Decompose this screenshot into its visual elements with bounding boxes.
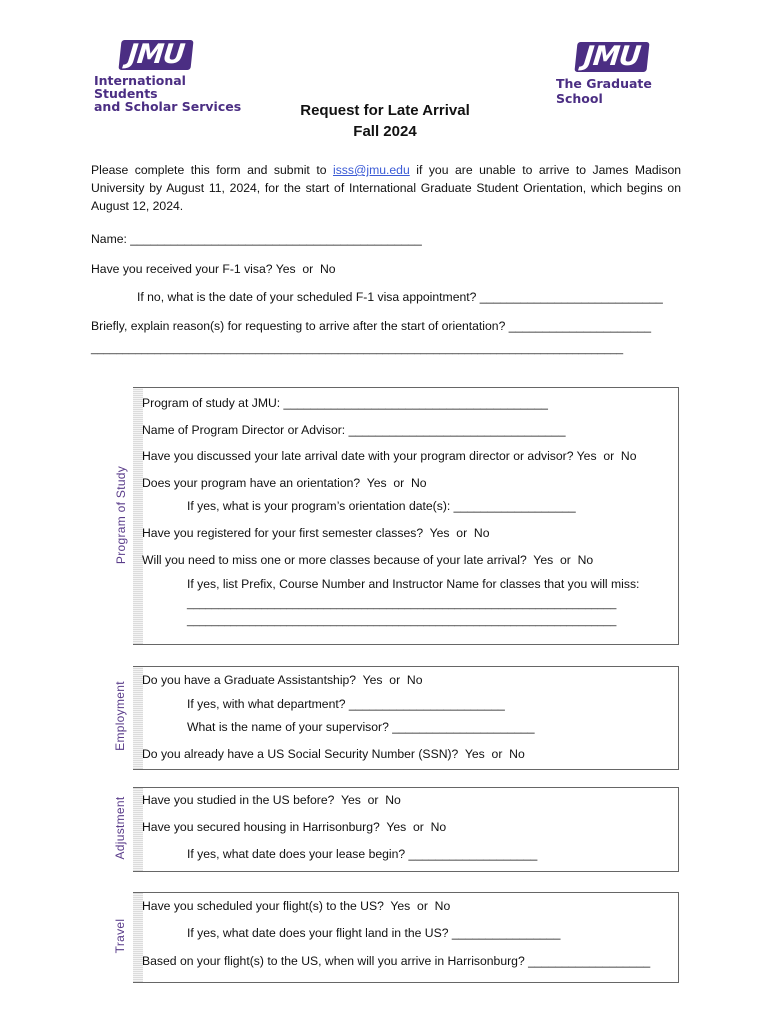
harrisonburg-arrival-field[interactable]: Based on your flight(s) to the US, when will you arrive in Harrisonburg? __________________ [142,954,651,968]
jmu-wordmark-right: JMU [574,42,649,72]
lease-date-field[interactable]: If yes, what date does your lease begin? ___________________ [187,847,538,861]
missed-classes-line-1[interactable]: _____________________________________________________________________ [187,598,617,610]
travel-label: Travel [113,918,127,954]
ssn-question[interactable]: Do you already have a US Social Security Number (SSN)? Yes or No [142,747,525,761]
program-orientation-question[interactable]: Does your program have an orientation? Yes or No [142,476,427,490]
assistantship-department-field[interactable]: If yes, with what department? _______________________ [187,697,505,711]
supervisor-name-field[interactable]: What is the name of your supervisor? _____________________ [187,720,535,734]
reasons-line[interactable]: ____________________________________________________________________________________ [91,343,624,355]
adjustment-label: Adjustment [113,796,127,860]
name-field[interactable]: Name: ___________________________________________ [91,232,422,246]
miss-classes-question[interactable]: Will you need to miss one or more classes because of your late arrival? Yes or No [142,553,594,567]
jmu-wordmark-left: JMU [118,40,193,70]
program-director-field[interactable]: Name of Program Director or Advisor: ________________________________ [142,423,566,437]
flight-land-date-field[interactable]: If yes, what date does your flight land in the US? ________________ [187,926,561,940]
discussed-late-arrival-question[interactable]: Have you discussed your late arrival date with your program director or advisor? Yes or No [142,449,637,463]
program-of-study-field[interactable]: Program of study at JMU: _______________________________________ [142,396,548,410]
graduate-school-logo-text: The Graduate School [556,76,652,106]
missed-classes-instructions: If yes, list Prefix, Course Number and Instructor Name for classes that you will miss: [187,577,640,591]
housing-question[interactable]: Have you secured housing in Harrisonburg? Yes or No [142,820,447,834]
orientation-date-field[interactable]: If yes, what is your program’s orientation date(s): __________________ [187,499,576,513]
intro-text-start: Please complete this form and submit to [91,163,333,177]
isss-logo-line1: International Students [94,73,186,101]
form-term: Fall 2024 [353,123,417,140]
visa-question[interactable]: Have you received your F-1 visa? Yes or No [91,262,336,276]
flight-scheduled-question[interactable]: Have you scheduled your flight(s) to the US? Yes or No [142,899,451,913]
intro-text-end: if you are unable to arrive to James Madison University by August 11, 2024, for the start of International Graduate Student Orientation, which begins on August 12, 2024. [91,163,682,213]
studied-in-us-question[interactable]: Have you studied in the US before? Yes or No [142,793,401,807]
email-link[interactable]: isss@jmu.edu [333,163,410,177]
isss-logo-line2: and Scholar Services [94,99,242,114]
reasons-field[interactable]: Briefly, explain reason(s) for requesting to arrive after the start of orientation? _____________________ [91,319,652,333]
missed-classes-line-2[interactable]: _____________________________________________________________________ [187,615,617,627]
graduate-school-logo [556,42,696,106]
intro-paragraph [91,161,681,215]
program-of-study-label: Program of Study [114,465,128,565]
form-title: Request for Late Arrival [300,102,470,119]
visa-appointment-field[interactable]: If no, what is the date of your scheduled F-1 visa appointment? ___________________________ [137,290,663,304]
graduate-assistantship-question[interactable]: Do you have a Graduate Assistantship? Yes or No [142,673,423,687]
registered-classes-question[interactable]: Have you registered for your first semester classes? Yes or No [142,526,490,540]
employment-label: Employment [113,681,127,751]
